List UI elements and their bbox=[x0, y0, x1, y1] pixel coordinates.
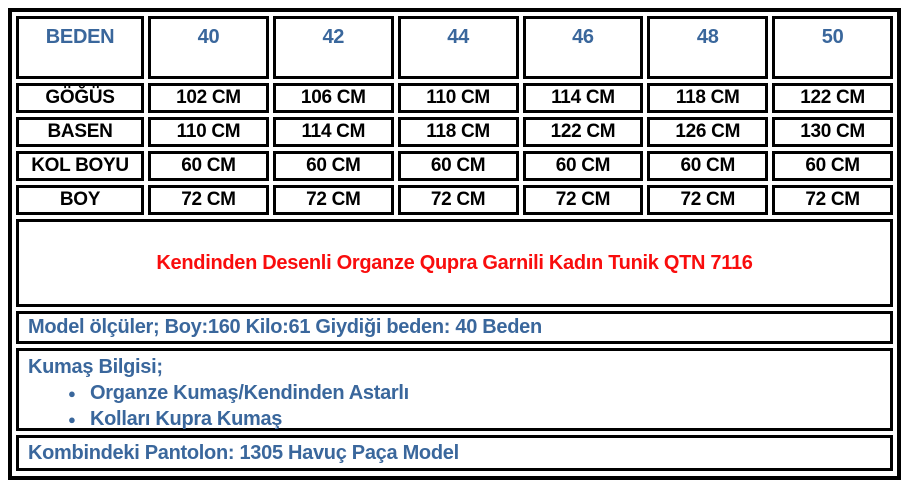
size-table-header-label: BEDEN bbox=[16, 16, 144, 79]
fabric-info-list bbox=[28, 380, 881, 432]
size-value-cell: 72 CM bbox=[523, 185, 644, 215]
size-value-cell: 114 CM bbox=[523, 83, 644, 113]
size-table-header-cell: 50 bbox=[772, 16, 893, 79]
size-value-cell: 118 CM bbox=[398, 117, 519, 147]
size-value-cell: 72 CM bbox=[772, 185, 893, 215]
size-value-cell: 72 CM bbox=[148, 185, 269, 215]
fabric-info-item: ● Organze Kumaş/Kendinden Astarlı bbox=[90, 380, 881, 406]
product-title: Kendinden Desenli Organze Qupra Garnili Kadın Tunik QTN 7116 bbox=[16, 219, 893, 307]
model-measurements-text: Model ölçüler; Boy:160 Kilo:61 Giydiği beden: 40 Beden bbox=[16, 311, 893, 344]
size-value-cell: 72 CM bbox=[398, 185, 519, 215]
size-value-cell: 60 CM bbox=[647, 151, 768, 181]
size-value-cell: 126 CM bbox=[647, 117, 768, 147]
size-value-cell: 114 CM bbox=[273, 117, 394, 147]
size-value-cell: 122 CM bbox=[772, 83, 893, 113]
size-value-cell: 72 CM bbox=[647, 185, 768, 215]
size-row-label: BASEN bbox=[16, 117, 144, 147]
size-row-label: BOY bbox=[16, 185, 144, 215]
size-table-header-cell: 46 bbox=[523, 16, 644, 79]
size-value-cell: 118 CM bbox=[647, 83, 768, 113]
size-value-cell: 60 CM bbox=[772, 151, 893, 181]
size-table bbox=[16, 16, 893, 215]
size-row-label: GÖĞÜS bbox=[16, 83, 144, 113]
size-chart-sheet bbox=[8, 8, 901, 480]
size-table-header-cell: 42 bbox=[273, 16, 394, 79]
size-row-label: KOL BOYU bbox=[16, 151, 144, 181]
size-value-cell: 110 CM bbox=[398, 83, 519, 113]
size-value-cell: 60 CM bbox=[398, 151, 519, 181]
size-value-cell: 60 CM bbox=[273, 151, 394, 181]
size-table-header-cell: 48 bbox=[647, 16, 768, 79]
size-value-cell: 60 CM bbox=[148, 151, 269, 181]
size-value-cell: 72 CM bbox=[273, 185, 394, 215]
combo-pants-text: Kombindeki Pantolon: 1305 Havuç Paça Model bbox=[16, 435, 893, 471]
size-value-cell: 110 CM bbox=[148, 117, 269, 147]
fabric-info-heading: Kumaş Bilgisi; bbox=[28, 356, 163, 378]
fabric-info-item: ● Kolları Kupra Kumaş bbox=[90, 406, 881, 432]
size-table-header-cell: 40 bbox=[148, 16, 269, 79]
size-value-cell: 102 CM bbox=[148, 83, 269, 113]
size-table-header-cell: 44 bbox=[398, 16, 519, 79]
size-value-cell: 106 CM bbox=[273, 83, 394, 113]
size-value-cell: 60 CM bbox=[523, 151, 644, 181]
size-value-cell: 130 CM bbox=[772, 117, 893, 147]
size-value-cell: 122 CM bbox=[523, 117, 644, 147]
fabric-info-box bbox=[16, 348, 893, 431]
